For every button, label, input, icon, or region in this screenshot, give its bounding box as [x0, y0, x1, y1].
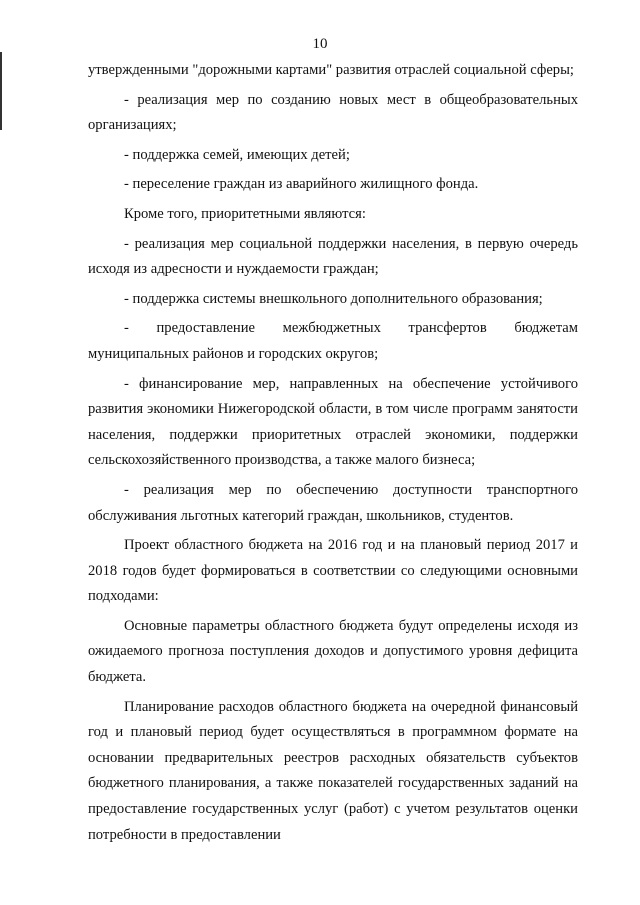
paragraph-4: - переселение граждан из аварийного жилищного фонда.: [124, 176, 479, 193]
paragraph-9: - финансирование мер, направленных на обеспечение устойчивого развития экономики Нижегородской области, в том числе программ занятости населения, поддержки приоритетных отраслей экономики, поддержки сельскохозяйственного производства, а также малого бизнеса;: [88, 375, 578, 469]
paragraph-7: - поддержка системы внешкольного дополнительного образования;: [124, 290, 543, 307]
paragraph-11: Проект областного бюджета на 2016 год и на плановый период 2017 и 2018 годов будет формироваться в соответствии со следующими основными подходами:: [88, 537, 578, 605]
paragraph-8: - предоставление межбюджетных трансфертов бюджетам муниципальных районов и городских округов;: [88, 320, 578, 362]
paragraph-6: - реализация мер социальной поддержки населения, в первую очередь исходя из адресности и нуждаемости граждан;: [88, 235, 578, 278]
paragraph-5: Кроме того, приоритетными являются:: [124, 205, 366, 222]
paragraph-1: утвержденными "дорожными картами" развития отраслей социальной сферы;: [88, 62, 574, 78]
document-body: [88, 58, 578, 848]
scan-edge-mark: [0, 52, 2, 130]
paragraph-10: - реализация мер по обеспечению доступности транспортного обслуживания льготных категорий граждан, школьников, студентов.: [88, 481, 578, 524]
paragraph-3: - поддержка семей, имеющих детей;: [124, 146, 350, 163]
page-number: 10: [312, 36, 328, 52]
paragraph-2: - реализация мер по созданию новых мест в общеобразовательных организациях;: [88, 91, 578, 134]
paragraph-12: Основные параметры областного бюджета будут определены исходя из ожидаемого прогноза поступления доходов и допустимого уровня дефицита бюджета.: [88, 617, 578, 686]
paragraph-13: Планирование расходов областного бюджета на очередной финансовый год и плановый период будет осуществляться в программном формате на основании предварительных реестров расходных обязательств субъектов бюджетного планирования, а также показателей государственных заданий на предоставление государственных услуг (работ) с учетом результатов оценки потребности в предоставлении: [88, 698, 578, 843]
